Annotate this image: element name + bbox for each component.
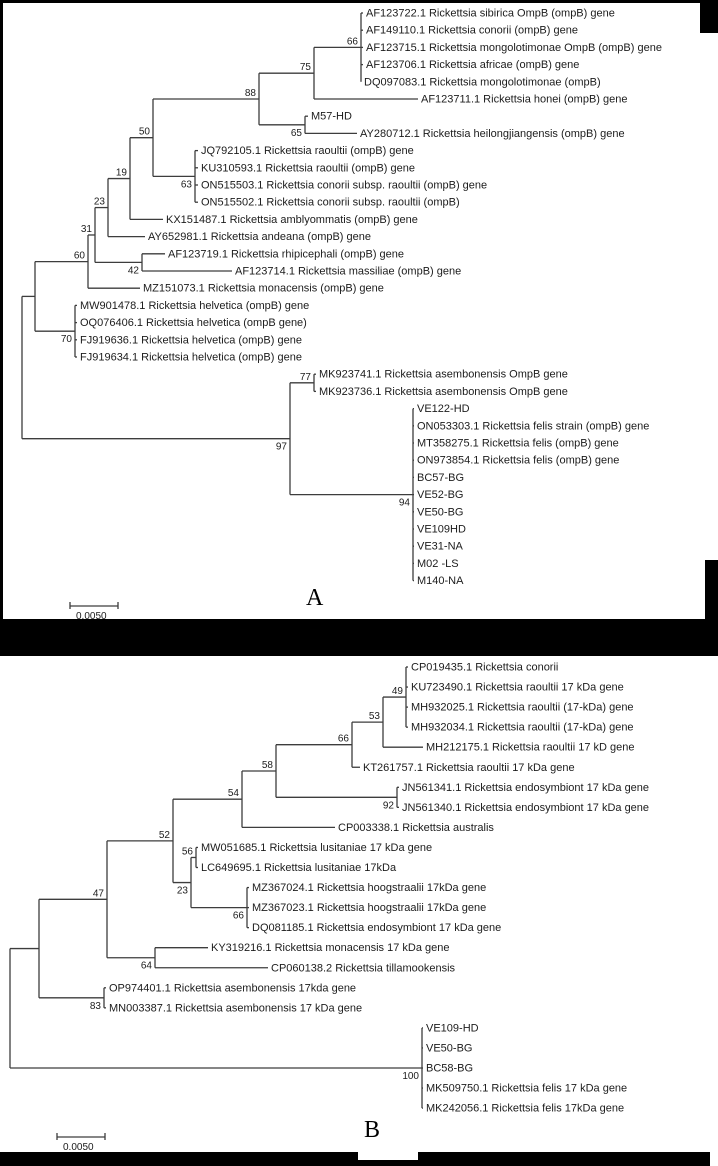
bootstrap-value: 65 — [290, 127, 302, 139]
taxon-label: KX151487.1 Rickettsia amblyommatis (ompB) gene — [166, 213, 418, 226]
taxon-label: AF123706.1 Rickettsia africae (ompB) gene — [366, 59, 580, 72]
panel-label-b: B — [364, 1117, 381, 1143]
taxon-label: ON053303.1 Rickettsia felis strain (ompB) gene — [417, 420, 650, 433]
taxon-label: VE50-BG — [417, 506, 464, 519]
taxon-label: KU310593.1 Rickettsia raoultii (ompB) gene — [201, 162, 416, 175]
taxon-label: AF123722.1 Rickettsia sibirica OmpB (ompB) gene — [366, 7, 615, 20]
taxon-label: BC58-BG — [426, 1062, 474, 1075]
bootstrap-value: 75 — [299, 62, 311, 74]
taxon-label: MH932025.1 Rickettsia raoultii (17-kDa) gene — [411, 701, 634, 714]
taxon-label: MK242056.1 Rickettsia felis 17kDa gene — [426, 1102, 625, 1115]
scale-bar-label: 0.0050 — [76, 611, 107, 622]
taxon-label: AF123719.1 Rickettsia rhipicephali (ompB) gene — [168, 248, 405, 261]
taxon-label: KT261757.1 Rickettsia raoultii 17 kDa gene — [363, 761, 575, 774]
bootstrap-value: 49 — [391, 686, 403, 698]
bootstrap-value: 66 — [346, 36, 358, 48]
bootstrap-value: 83 — [89, 1000, 101, 1012]
bootstrap-value: 66 — [337, 733, 349, 745]
bootstrap-value: 97 — [275, 441, 287, 453]
bootstrap-value: 77 — [299, 371, 311, 383]
taxon-label: VE109HD — [417, 523, 466, 536]
bootstrap-value: 53 — [368, 711, 380, 723]
taxon-label: FJ919636.1 Rickettsia helvetica (ompB) gene — [80, 334, 302, 347]
bootstrap-value: 52 — [158, 829, 170, 841]
taxon-label: MZ151073.1 Rickettsia monacensis (ompB) gene — [143, 282, 384, 295]
taxon-label: FJ919634.1 Rickettsia helvetica (ompB) gene — [80, 351, 302, 364]
bootstrap-value: 100 — [402, 1071, 419, 1082]
taxon-label: JQ792105.1 Rickettsia raoultii (ompB) gene — [201, 145, 414, 158]
bootstrap-value: 88 — [244, 88, 256, 99]
taxon-label: JN561341.1 Rickettsia endosymbiont 17 kDa gene — [402, 781, 650, 794]
panel-label-a: A — [306, 585, 324, 611]
taxon-label: KY319216.1 Rickettsia monacensis 17 kDa gene — [211, 942, 450, 955]
taxon-label: LC649695.1 Rickettsia lusitaniae 17kDa — [201, 862, 397, 874]
taxon-label: M57-HD — [311, 110, 352, 123]
bootstrap-value: 66 — [232, 910, 244, 922]
taxon-label: AF149110.1 Rickettsia conorii (ompB) gene — [366, 24, 578, 37]
taxon-label: MH212175.1 Rickettsia raoultii 17 kD gene — [426, 741, 635, 754]
taxon-label: ON973854.1 Rickettsia felis (ompB) gene — [417, 454, 620, 467]
taxon-label: JN561340.1 Rickettsia endosymbiont 17 kDa gene — [402, 801, 650, 814]
bootstrap-value: 50 — [138, 126, 150, 138]
taxon-label: MN003387.1 Rickettsia asembonensis 17 kDa gene — [109, 1002, 363, 1015]
taxon-label: KU723490.1 Rickettsia raoultii 17 kDa gene — [411, 681, 624, 694]
taxon-label: VE122-HD — [417, 403, 470, 416]
bootstrap-value: 31 — [80, 223, 92, 235]
bootstrap-value: 94 — [398, 497, 410, 509]
taxon-label: VE109-HD — [426, 1022, 479, 1035]
bootstrap-value: 19 — [115, 167, 127, 179]
taxon-label: MZ367023.1 Rickettsia hoogstraalii 17kDa gene — [252, 902, 487, 915]
taxon-label: MK923736.1 Rickettsia asembonensis OmpB gene — [319, 385, 568, 398]
taxon-label: CP019435.1 Rickettsia conorii — [411, 661, 559, 674]
taxon-label: ON515503.1 Rickettsia conorii subsp. raoultii (ompB) gene — [201, 179, 488, 192]
taxon-label: MW901478.1 Rickettsia helvetica (ompB) gene — [80, 299, 310, 312]
taxon-label: ON515502.1 Rickettsia conorii subsp. raoultii (ompB) — [201, 196, 460, 209]
taxon-label: VE50-BG — [426, 1042, 473, 1055]
bootstrap-value: 47 — [92, 888, 104, 900]
taxon-label: AF123714.1 Rickettsia massiliae (ompB) gene — [235, 265, 462, 278]
taxon-label: AF123715.1 Rickettsia mongolotimonae OmpB (ompB) gene — [366, 41, 662, 54]
bootstrap-value: 58 — [261, 760, 273, 772]
bootstrap-value: 64 — [140, 960, 152, 972]
taxon-label: CP060138.2 Rickettsia tillamookensis — [271, 962, 456, 975]
bootstrap-value: 60 — [73, 250, 85, 262]
taxon-label: MH932034.1 Rickettsia raoultii (17-kDa) gene — [411, 721, 634, 734]
taxon-label: OP974401.1 Rickettsia asembonensis 17kda gene — [109, 982, 357, 995]
bootstrap-value: 56 — [181, 846, 193, 858]
taxon-label: M140-NA — [417, 575, 464, 588]
taxon-label: OQ076406.1 Rickettsia helvetica (ompB gene) — [80, 317, 307, 330]
taxon-label: DQ081185.1 Rickettsia endosymbiont 17 kDa gene — [252, 922, 502, 935]
taxon-label: AY652981.1 Rickettsia andeana (ompB) gene — [148, 231, 371, 244]
bootstrap-value: 70 — [60, 334, 72, 346]
bootstrap-value: 92 — [382, 800, 394, 812]
bootstrap-value: 23 — [93, 196, 105, 208]
taxon-label: MZ367024.1 Rickettsia hoogstraalii 17kDa gene — [252, 882, 487, 895]
bootstrap-value: 63 — [180, 179, 192, 191]
scale-bar-label: 0.0050 — [63, 1142, 94, 1153]
bootstrap-value: 42 — [127, 265, 139, 277]
bootstrap-value: 23 — [176, 885, 188, 897]
taxon-label: VE52-BG — [417, 489, 464, 502]
taxon-label: MK509750.1 Rickettsia felis 17 kDa gene — [426, 1082, 628, 1095]
taxon-label: MT358275.1 Rickettsia felis (ompB) gene — [417, 437, 619, 450]
taxon-label: BC57-BG — [417, 471, 465, 484]
taxon-label: DQ097083.1 Rickettsia mongolotimonae (ompB) — [364, 76, 601, 89]
taxon-label: CP003338.1 Rickettsia australis — [338, 821, 494, 834]
taxon-label: M02 -LS — [417, 557, 459, 570]
taxon-label: AY280712.1 Rickettsia heilongjiangensis (ompB) gene — [360, 127, 625, 140]
bootstrap-value: 54 — [227, 788, 239, 800]
taxon-label: MW051685.1 Rickettsia lusitaniae 17 kDa gene — [201, 841, 433, 854]
taxon-label: VE31-NA — [417, 540, 463, 553]
taxon-label: MK923741.1 Rickettsia asembonensis OmpB gene — [319, 368, 568, 381]
taxon-label: AF123711.1 Rickettsia honei (ompB) gene — [421, 93, 628, 106]
